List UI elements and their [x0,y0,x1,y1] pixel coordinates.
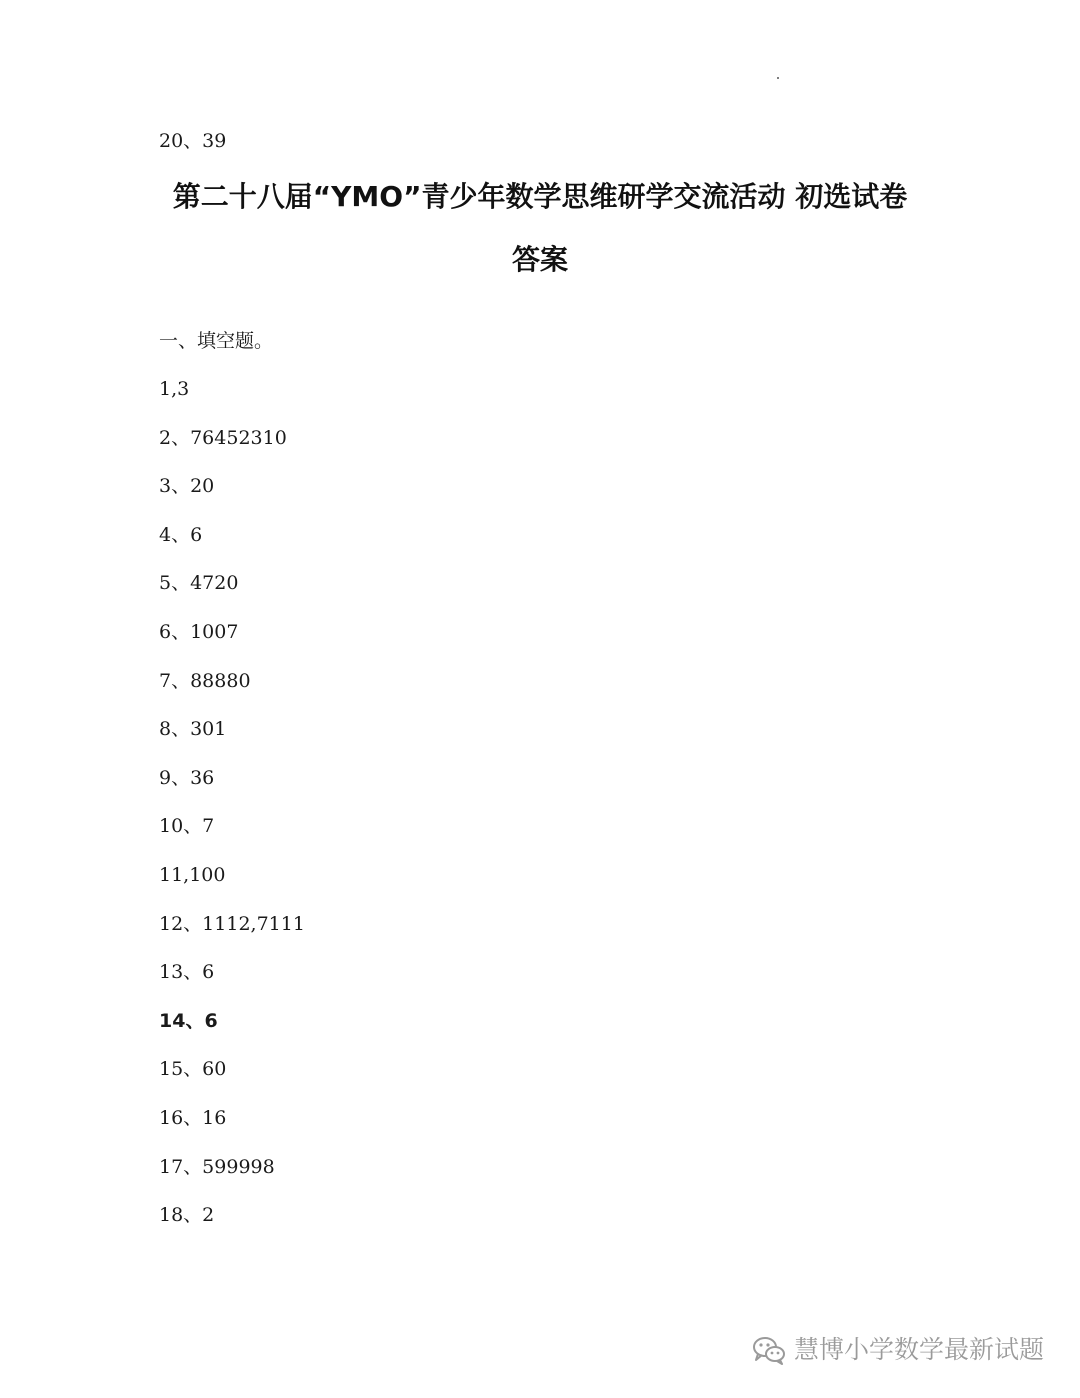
answer-item: 14、6 [159,1009,218,1032]
previous-answer-line: 20、39 [159,130,227,152]
answer-item: 12、1112,7111 [159,912,305,935]
answer-item: 4、6 [159,523,203,546]
section-heading: 一、填空题。 [159,330,274,352]
answer-item: 11,100 [159,863,226,886]
answer-item: 1,3 [159,378,190,400]
answer-item: 3、20 [159,475,215,498]
document-subtitle: 答案 [511,243,568,276]
watermark-text: 慧博小学数学最新试题 [793,1335,1044,1364]
answer-item: 17、599998 [159,1155,275,1178]
answer-item: 13、6 [159,961,215,984]
answer-item: 6、1007 [159,620,239,643]
answer-list [159,376,305,1251]
answer-item: 16、16 [159,1106,227,1129]
answer-item: 9、36 [159,766,215,789]
scan-speck [777,77,779,79]
answer-item: 7、88880 [159,669,251,692]
answer-item: 2、76452310 [159,426,287,449]
answer-item: 15、60 [159,1058,227,1081]
answer-item: 10、7 [159,815,215,838]
answer-item: 8、301 [159,718,227,741]
answer-item: 18、2 [159,1204,215,1227]
watermark [752,1334,1044,1366]
answer-item: 5、4720 [159,572,239,595]
wechat-icon [752,1335,786,1365]
document-title: 第二十八届“YMO”青少年数学思维研学交流活动 初选试卷 [172,180,908,213]
